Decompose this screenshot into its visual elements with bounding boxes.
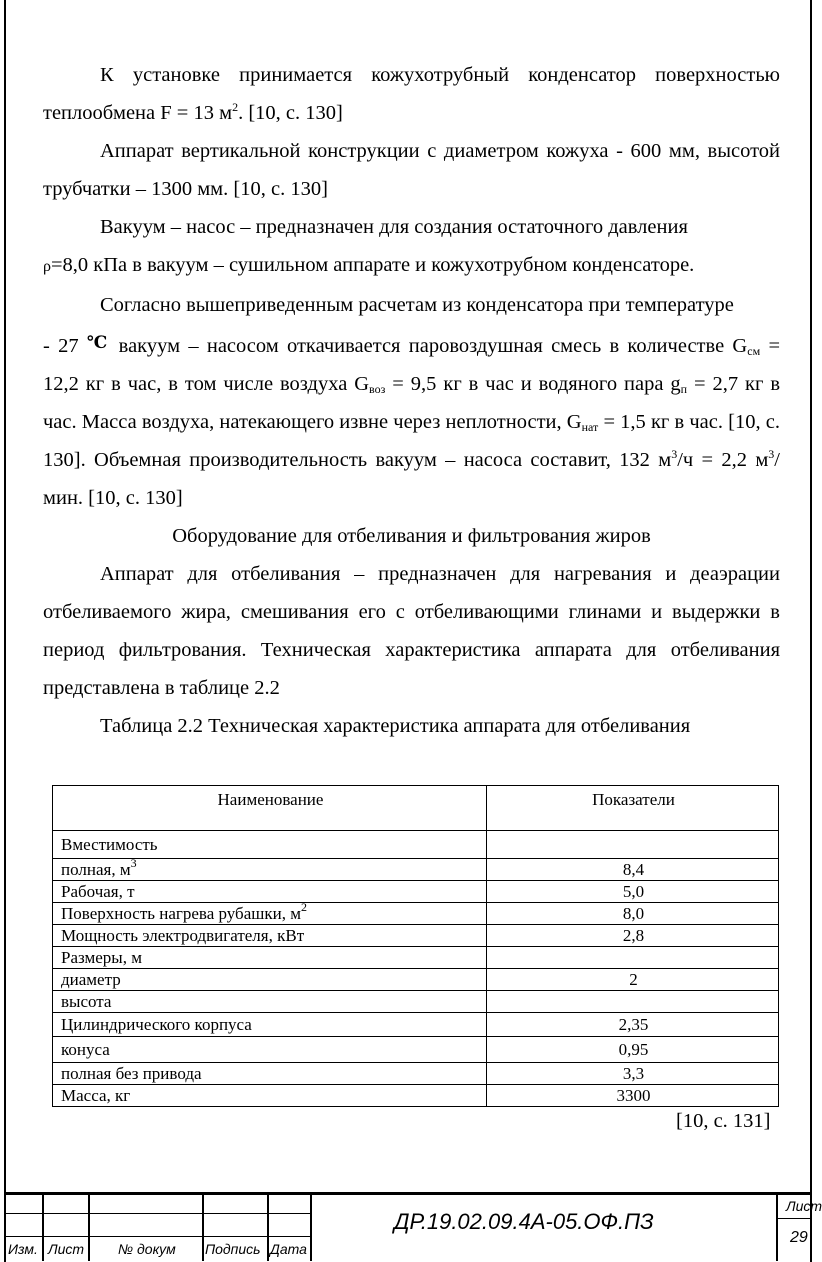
text: К установке принимается кожухотрубный конденсатор поверхностью теплообмена F = 13 м xyxy=(43,64,780,124)
paragraph-mixture xyxy=(43,324,780,517)
header-value: Показатели xyxy=(487,786,779,831)
row-name-text: Масса, кг xyxy=(61,1085,131,1105)
row-name xyxy=(53,1037,487,1063)
row-name-text: Поверхность нагрева рубашки, м xyxy=(61,903,301,923)
superscript: 2 xyxy=(232,100,239,114)
row-name xyxy=(53,899,487,925)
label-sheet: Лист xyxy=(48,1241,85,1257)
label-document: № докум xyxy=(118,1241,176,1257)
row-name-text: Мощность электродвигателя, кВт xyxy=(61,925,305,945)
row-value xyxy=(487,991,779,1013)
label-change: Изм. xyxy=(8,1241,38,1257)
row-name-text: диаметр xyxy=(61,969,121,989)
row-name xyxy=(53,925,487,947)
row-name-text: Цилиндрического корпуса xyxy=(61,1014,252,1034)
section-heading: Оборудование для отбеливания и фильтрования жиров xyxy=(172,525,651,547)
paragraph-apparatus: Аппарат вертикальной конструкции с диаметром кожуха - 600 мм, высотой трубчатки – 1300 мм. [10, с. 130] xyxy=(43,140,780,200)
table-caption: Таблица 2.2 Техническая характеристика аппарата для отбеливания xyxy=(100,715,691,737)
row-value: 3300 xyxy=(487,1085,779,1107)
row-value: 3,3 xyxy=(487,1063,779,1085)
stamp-divider xyxy=(776,1195,778,1261)
subscript: см xyxy=(747,344,761,358)
row-name xyxy=(53,855,487,881)
row-name xyxy=(53,1063,487,1085)
table-row xyxy=(53,947,779,969)
table-body xyxy=(53,831,779,1107)
title-block xyxy=(6,1192,822,1261)
row-name-text: Вместимость xyxy=(61,834,158,854)
row-value xyxy=(487,831,779,859)
stamp-divider xyxy=(202,1195,204,1261)
celsius-symbol: ℃ xyxy=(86,333,111,352)
stamp-divider xyxy=(267,1195,269,1261)
row-name xyxy=(53,947,487,969)
row-name xyxy=(53,881,487,903)
text: вакуум – насосом откачивается паровоздушная смесь в количестве G xyxy=(110,335,748,357)
label-date: Дата xyxy=(270,1241,307,1257)
text: =8,0 кПа в вакуум – сушильном аппарате и кожухотрубном конденсаторе. xyxy=(50,254,695,276)
row-value: 2,35 xyxy=(487,1013,779,1037)
row-name xyxy=(53,1013,487,1037)
row-value: 0,95 xyxy=(487,1037,779,1063)
row-name-text: Рабочая, т xyxy=(61,881,135,901)
table-row xyxy=(53,1037,779,1063)
superscript: 3 xyxy=(671,447,678,461)
stamp-row-line xyxy=(6,1213,310,1214)
stamp-row-line xyxy=(776,1218,812,1219)
text: = 1,5 кг в час. [10, с. 130]. Объемная производительность вакуум – насоса составит, 132 м xyxy=(43,411,780,471)
subscript: п xyxy=(680,382,688,396)
table-row xyxy=(53,1063,779,1085)
header-name: Наименование xyxy=(53,786,487,831)
row-value: 8,4 xyxy=(487,859,779,881)
subscript: воз xyxy=(369,382,386,396)
superscript: 3 xyxy=(768,447,775,461)
paragraph-pressure xyxy=(43,246,780,286)
stamp-divider xyxy=(88,1195,90,1261)
table-row xyxy=(53,903,779,925)
row-value: 5,0 xyxy=(487,881,779,903)
spec-table xyxy=(52,785,779,1107)
row-name xyxy=(53,991,487,1013)
row-name-text: конуса xyxy=(61,1039,110,1059)
row-value: 2,8 xyxy=(487,925,779,947)
text: - 27 xyxy=(43,335,87,357)
paragraph-condenser xyxy=(43,56,780,132)
unit-exponent: 3 xyxy=(130,855,137,870)
stamp-divider xyxy=(42,1195,44,1261)
paragraph-calculations: Согласно вышеприведенным расчетам из конденсатора при температуре xyxy=(100,294,734,316)
text: /мин. [10, с. 130] xyxy=(43,449,780,509)
row-value: 2 xyxy=(487,969,779,991)
rho-symbol: ρ xyxy=(43,258,51,275)
text: = 12,2 кг в час, в том числе воздуха G xyxy=(43,335,781,395)
row-name-text: полная, м xyxy=(61,859,131,879)
table-row xyxy=(53,969,779,991)
row-name xyxy=(53,969,487,991)
row-name-text: высота xyxy=(61,991,112,1011)
stamp-row-line xyxy=(6,1236,310,1237)
text: /ч = 2,2 м xyxy=(677,449,769,471)
stamp-divider xyxy=(310,1195,312,1261)
unit-exponent: 2 xyxy=(300,899,307,914)
table-row xyxy=(53,991,779,1013)
paragraph-vacuum-pump: Вакуум – насос – предназначен для создания остаточного давления xyxy=(100,216,688,238)
table-row xyxy=(53,1013,779,1037)
row-name-text: Размеры, м xyxy=(61,947,142,967)
table-row xyxy=(53,925,779,947)
row-value xyxy=(487,947,779,969)
row-name-text: полная без привода xyxy=(61,1063,202,1083)
text: = 9,5 кг в час и водяного пара g xyxy=(385,373,681,395)
table-row xyxy=(53,881,779,903)
row-name xyxy=(53,1085,487,1107)
paragraph-bleaching-apparatus: Аппарат для отбеливания – предназначен для нагревания и деаэрации отбеливаемого жира, смешивания его с отбеливающими глинами и выдержки в период фильтрования. Техническая характеристика аппарата для отбеливания представлена в таблице 2.2 xyxy=(43,563,780,699)
row-name xyxy=(53,831,487,859)
table-header-row xyxy=(53,786,779,831)
table-row xyxy=(53,1085,779,1107)
label-signature: Подпись xyxy=(205,1241,261,1257)
text: = 2,7 кг в час. Масса воздуха, натекающего извне через неплотности, G xyxy=(43,373,781,433)
document-code: ДР.19.02.09.4А-05.ОФ.ПЗ xyxy=(394,1209,654,1234)
text: . [10, с. 130] xyxy=(238,102,343,124)
table-reference: [10, с. 131] xyxy=(676,1110,771,1132)
table-row xyxy=(53,859,779,881)
row-value: 8,0 xyxy=(487,903,779,925)
body-text xyxy=(43,56,780,745)
subscript: нат xyxy=(581,420,599,434)
table-row xyxy=(53,831,779,859)
sheet-label: Лист xyxy=(786,1198,822,1214)
sheet-number: 29 xyxy=(790,1229,808,1246)
